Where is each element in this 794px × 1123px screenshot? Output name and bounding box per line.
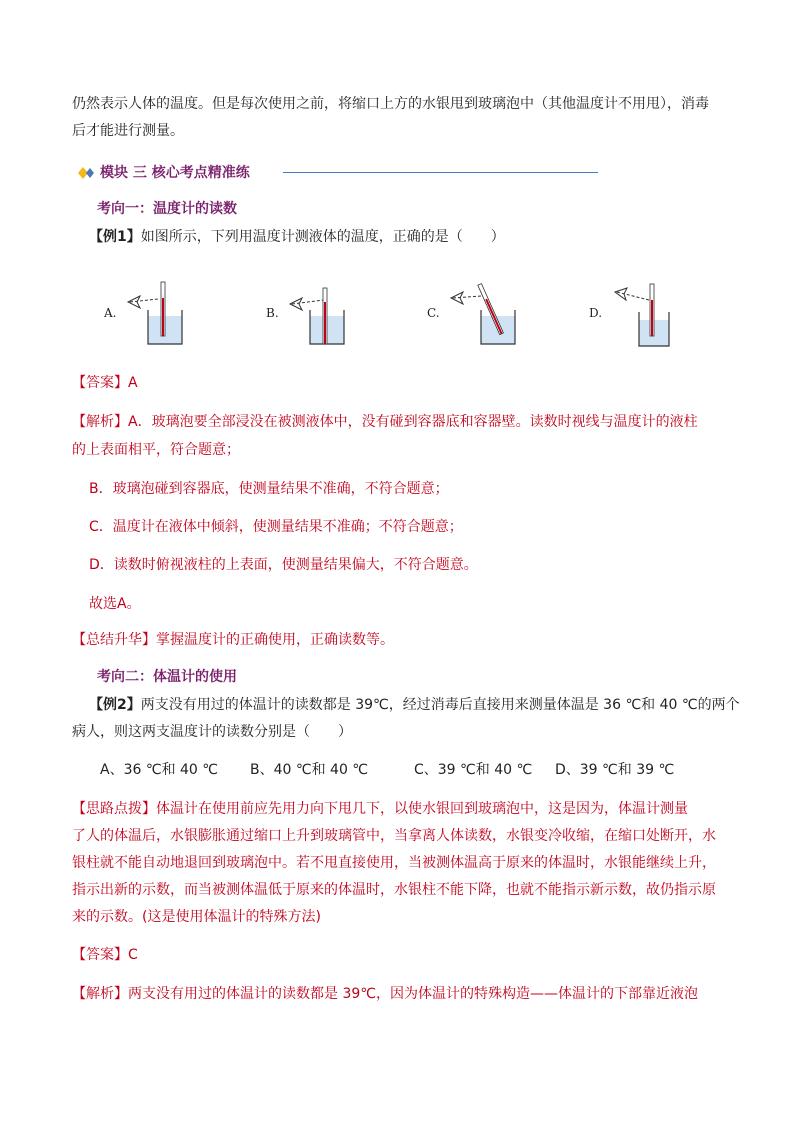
answer2 <box>72 945 138 965</box>
example2-line-1 <box>89 695 740 715</box>
thermometer-beaker-d <box>605 276 685 356</box>
analysis1-text-1: A．玻璃泡要全部浸没在被测液体中，没有碰到容器底和容器壁。读数时视线与温度计的液柱 <box>128 414 698 430</box>
summary-tag: 【总结升华】 <box>72 632 156 648</box>
section2-heading: 考向二：体温计的使用 <box>97 669 237 685</box>
example2-line-2: 病人，则这两支温度计的读数分别是（ ） <box>72 724 352 740</box>
example1 <box>89 227 505 247</box>
example1-text: 如图所示，下列用温度计测液体的温度，正确的是（ ） <box>140 229 505 245</box>
hint-line-5: 来的示数。(这是使用体温计的特殊方法) <box>72 909 321 925</box>
module-title: 模块 三 核心考点精准练 <box>100 165 250 181</box>
answer1 <box>72 373 138 393</box>
analysis2-tag: 【解析】 <box>72 986 128 1002</box>
option-b: B、40 ℃和 40 ℃ <box>250 762 369 778</box>
option-d: D、39 ℃和 39 ℃ <box>555 762 675 778</box>
figure-label-a: A. <box>104 306 117 320</box>
example1-tag: 【例1】 <box>89 229 141 245</box>
analysis1-option-b: B．玻璃泡碰到容器底，使测量结果不准确，不符合题意； <box>89 481 449 497</box>
figure-d <box>585 276 685 356</box>
summary-text: 掌握温度计的正确使用，正确读数等。 <box>156 632 394 648</box>
answer2-value: C <box>128 947 138 963</box>
hint-line-4: 指示出新的示数，而当被测体温低于原来的体温时，水银柱不能下降，也就不能指示新示数，故仍指示原 <box>72 882 716 898</box>
analysis1-line-1 <box>72 412 698 432</box>
figure-label-d: D. <box>589 306 603 320</box>
answer2-tag: 【答案】 <box>72 947 128 963</box>
figure-c <box>423 276 523 356</box>
hint-line-2: 了人的体温后，水银膨胀通过缩口上升到玻璃管中，当拿离人体读数，水银变冷收缩，在缩口处断开，水 <box>72 828 716 844</box>
analysis1-option-c: C．温度计在液体中倾斜，使测量结果不准确；不符合题意； <box>89 519 463 535</box>
analysis2-line-1 <box>72 984 698 1004</box>
analysis1-option-d: D．读数时俯视液柱的上表面，使测量结果偏大，不符合题意。 <box>89 557 478 573</box>
thermometer-beaker-a <box>120 276 200 356</box>
section1-heading: 考向一：温度计的读数 <box>97 201 237 217</box>
example2-text-1: 两支没有用过的体温计的读数都是 39℃，经过消毒后直接用来测量体温是 36 ℃和 40 ℃的两个 <box>140 697 740 713</box>
figure-label-c: C. <box>427 306 440 320</box>
module-divider <box>283 172 598 173</box>
conclusion1: 故选A。 <box>89 596 141 612</box>
answer1-value: A <box>128 375 138 391</box>
thermometer-beaker-c <box>443 276 523 356</box>
figure-a <box>100 276 200 356</box>
double-diamond-icon <box>78 166 96 180</box>
hint-line-1 <box>72 799 688 819</box>
analysis1-tag: 【解析】 <box>72 414 128 430</box>
thermometer-beaker-b <box>282 276 362 356</box>
option-a: A、36 ℃和 40 ℃ <box>100 762 219 778</box>
figure-b <box>262 276 362 356</box>
hint-tag: 【思路点拨】 <box>72 801 156 817</box>
answer1-tag: 【答案】 <box>72 375 128 391</box>
analysis2-text-1: 两支没有用过的体温计的读数都是 39℃，因为体温计的特殊构造——体温计的下部靠近液泡 <box>128 986 698 1002</box>
analysis1-line-2: 的上表面相平，符合题意； <box>72 442 240 458</box>
example2-tag: 【例2】 <box>89 697 141 713</box>
hint-line-3: 银柱就不能自动地退回到玻璃泡中。若不甩直接使用，当被测体温高于原来的体温时，水银能继续上升， <box>72 855 716 871</box>
intro-line-1: 仍然表示人体的温度。但是每次使用之前，将缩口上方的水银甩到玻璃泡中（其他温度计不用甩），消毒 <box>72 96 709 112</box>
intro-line-2: 后才能进行测量。 <box>72 123 184 139</box>
module-header <box>78 163 638 183</box>
summary <box>72 630 394 650</box>
figure-label-b: B. <box>266 306 279 320</box>
hint-text-1: 体温计在使用前应先用力向下甩几下，以使水银回到玻璃泡中，这是因为，体温计测量 <box>156 801 688 817</box>
option-c: C、39 ℃和 40 ℃ <box>414 762 533 778</box>
